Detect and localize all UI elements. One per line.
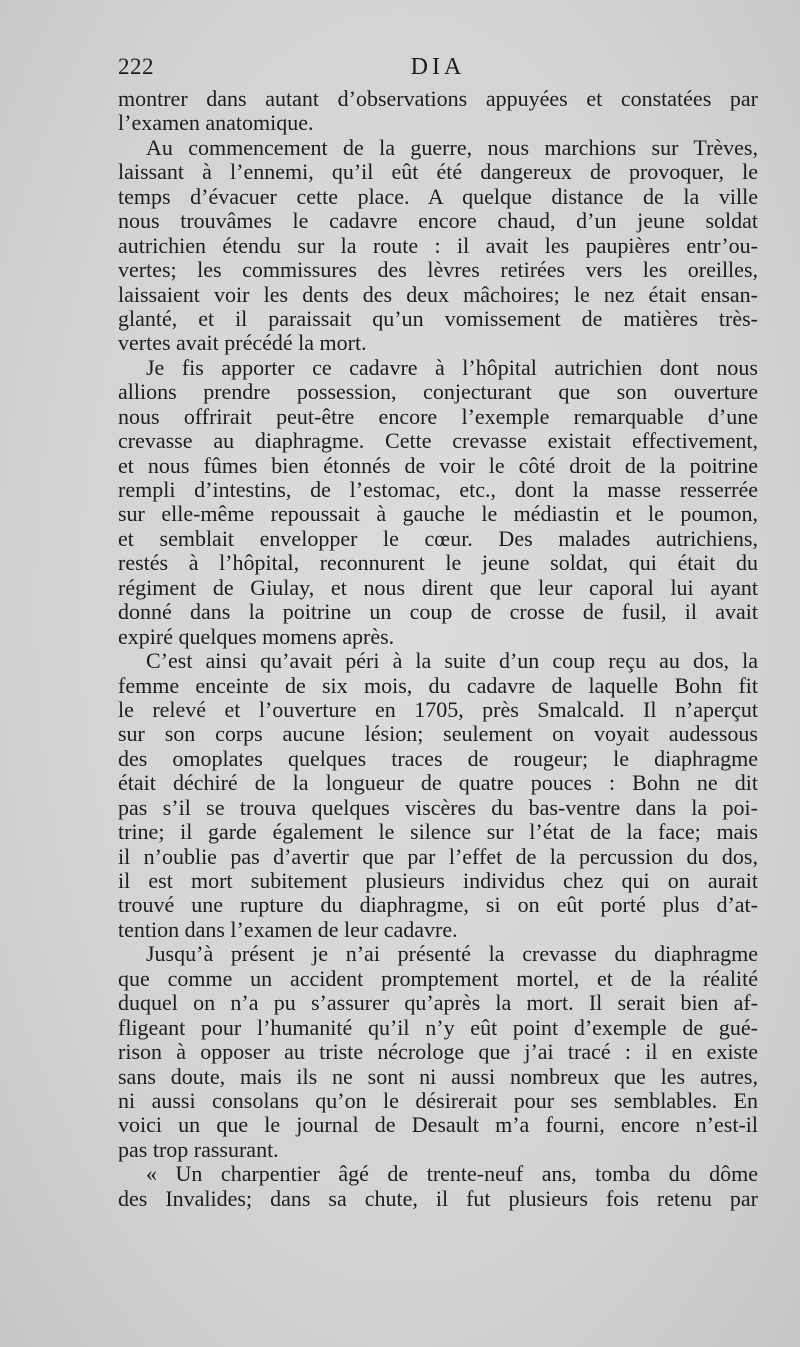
text-line: et nous fûmes bien étonnés de voir le côté droit de la poitrine <box>118 452 758 478</box>
text-line: et semblait envelopper le cœur. Des malades autrichiens, <box>118 525 758 551</box>
text-line: restés à l’hôpital, reconnurent le jeune soldat, qui était du <box>118 550 758 576</box>
text-line: pas s’il se trouva quelques viscères du bas-ventre dans la poi- <box>118 794 758 820</box>
text-line: trouvé une rupture du diaphragme, si on eût porté plus d’at- <box>118 892 758 918</box>
text-line: laissant à l’ennemi, qu’il eût été dangereux de provoquer, le <box>118 159 758 185</box>
text-line: il n’oublie pas d’avertir que par l’effet de la percussion du dos, <box>118 843 758 869</box>
text-line: il est mort subitement plusieurs individus chez qui on aurait <box>118 868 758 893</box>
text-line: allions prendre possession, conjecturant que son ouverture <box>118 379 758 405</box>
text-line: rison à opposer au triste nécrologe que j’ai tracé : il en existe <box>118 1039 758 1065</box>
text-line: nous offrirait peut-être encore l’exemple remarquable d’une <box>118 403 758 429</box>
text-line: glanté, et il paraissait qu’un vomissement de matières très- <box>118 305 758 331</box>
text-line: des omoplates quelques traces de rougeur; le diaphragme <box>118 745 758 771</box>
text-line: rempli d’intestins, de l’estomac, etc., dont la masse resserrée <box>118 477 758 502</box>
text-line: pas trop rassurant. <box>118 1136 279 1162</box>
text-line: Jusqu’à présent je n’ai présenté la crevasse du diaphragme <box>146 941 758 967</box>
text-line: était déchiré de la longueur de quatre pouces : Bohn ne dit <box>118 770 758 796</box>
text-line: fligeant pour l’humanité qu’il n’y eût point d’exemple de gué- <box>118 1014 758 1040</box>
text-line: duquel on n’a pu s’assurer qu’après la mort. Il serait bien af- <box>118 990 758 1016</box>
text-line: crevasse au diaphragme. Cette crevasse existait effectivement, <box>118 428 758 454</box>
text-line: Je fis apporter ce cadavre à l’hôpital autrichien dont nous <box>146 354 758 380</box>
text-line: donné dans la poitrine un coup de crosse de fusil, il avait <box>118 599 758 625</box>
text-line: nous trouvâmes le cadavre encore chaud, d’un jeune soldat <box>118 208 758 234</box>
text-line: sans doute, mais ils ne sont ni aussi nombreux que les autres, <box>118 1063 758 1089</box>
text-line: laissaient voir les dents des deux mâchoires; le nez était ensan- <box>118 281 758 307</box>
text-line: autrichien étendu sur la route : il avait les paupières entr’ou- <box>118 232 758 258</box>
text-line: voici un que le journal de Desault m’a fourni, encore n’est-il <box>118 1112 758 1138</box>
text-line: que comme un accident promptement mortel, et de la réalité <box>118 965 758 991</box>
text-line: montrer dans autant d’observations appuyées et constatées par <box>118 86 758 111</box>
text-line: vertes; les commissures des lèvres retirées vers les oreilles, <box>118 257 758 283</box>
text-line: Au commencement de la guerre, nous marchions sur Trèves, <box>146 134 758 160</box>
page-header <box>118 54 758 82</box>
text-line: des Invalides; dans sa chute, il fut plusieurs fois retenu par <box>118 1185 758 1211</box>
text-line: femme enceinte de six mois, du cadavre de laquelle Bohn fit <box>118 672 758 698</box>
page-number: 222 <box>118 54 154 79</box>
text-line: ni aussi consolans qu’on le désirerait pour ses semblables. En <box>118 1087 758 1113</box>
text-line: tention dans l’examen de leur cadavre. <box>118 916 458 942</box>
text-line: « Un charpentier âgé de trente-neuf ans, tomba du dôme <box>146 1161 758 1187</box>
text-line: régiment de Giulay, et nous dirent que leur caporal lui ayant <box>118 574 758 600</box>
text-line: l’examen anatomique. <box>118 110 314 136</box>
text-line: C’est ainsi qu’avait péri à la suite d’un coup reçu au dos, la <box>146 648 758 674</box>
text-line: temps d’évacuer cette place. A quelque distance de la ville <box>118 183 758 209</box>
text-line: sur elle-même repoussait à gauche le médiastin et le poumon, <box>118 501 758 527</box>
text-line: expiré quelques momens après. <box>118 623 395 649</box>
text-line: le relevé et l’ouverture en 1705, près Smalcald. Il n’aperçut <box>118 696 758 722</box>
text-line: vertes avait précédé la mort. <box>118 330 367 356</box>
running-head: DIA <box>410 54 466 80</box>
text-line: sur son corps aucune lésion; seulement on voyait audessous <box>118 721 758 747</box>
body-text <box>118 87 758 1211</box>
text-line: trine; il garde également le silence sur l’état de la face; mais <box>118 819 758 845</box>
